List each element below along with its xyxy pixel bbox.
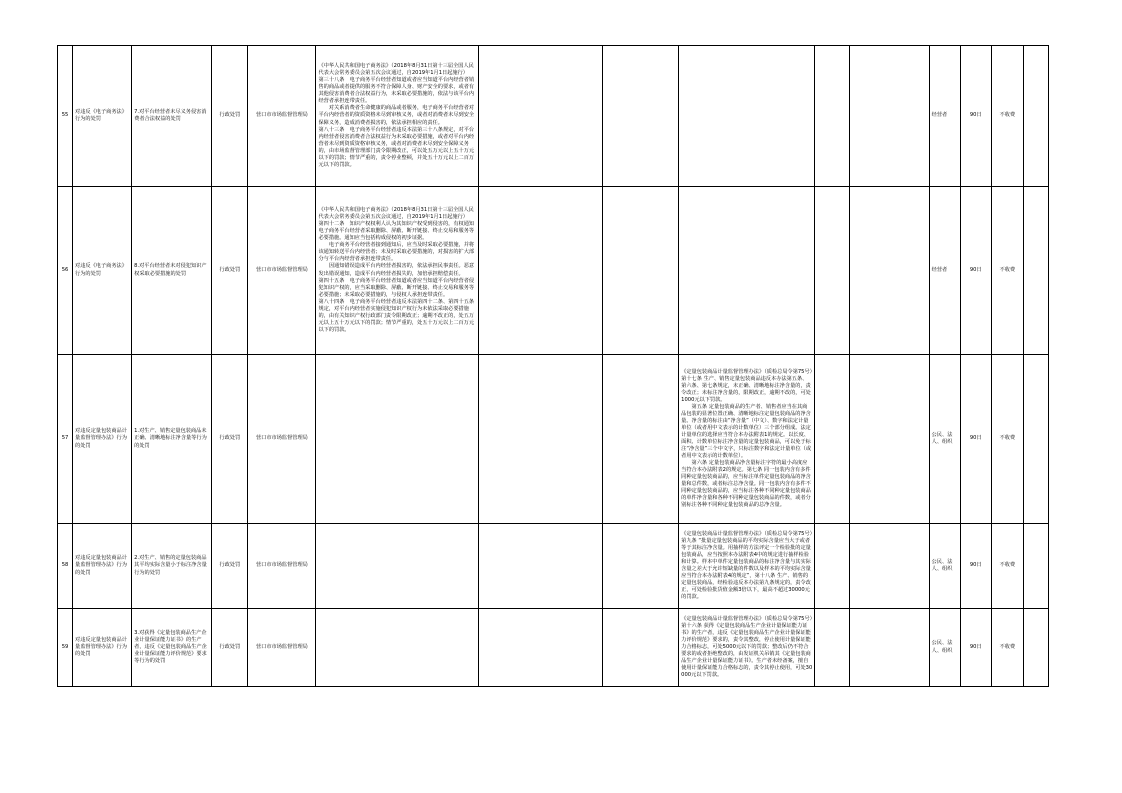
table-row — [58, 524, 1049, 609]
empty-cell — [478, 46, 602, 187]
table-row — [58, 187, 1049, 355]
empty-cell — [849, 187, 929, 355]
empty-cell — [1023, 187, 1048, 355]
sub-item-name: 8.对平台经营者未对侵犯知识产权采取必要措施的处罚 — [132, 187, 212, 355]
empty-cell — [478, 524, 602, 609]
empty-cell — [1023, 46, 1048, 187]
legal-basis-measurement — [679, 46, 815, 187]
enforcement-agency: 营口市市场监督管理局 — [248, 46, 316, 187]
subject: 公民、法人、组织 — [929, 524, 960, 609]
item-name: 对违反《电子商务法》行为的处罚 — [73, 187, 132, 355]
table-row — [58, 46, 1049, 187]
enforcement-agency: 营口市市场监督管理局 — [248, 609, 316, 687]
empty-cell — [815, 46, 849, 187]
empty-cell — [1023, 524, 1048, 609]
legal-basis-measurement: 《定量包装商品计量监督管理办法》（质检总局令第75号）第十七条 生产、销售定量包装商品违反本办法第五条、第六条、第七条规定，未正确、清晰地标注净含量的，责令改正；未标注净含量的，限期改正，逾期不改的，可处1000元以下罚款。 第五条 定量包装商品的生产者、销售者应当在其商品包装的显著位置正确、清晰地标注定量包装商品的净含量。净含量的标注由“净含量”（中文）、数字和法定计量单位（或者用中文表示的计数单位）三个部分组成。法定计量单位的选择应当符合本办法附表1的规定。以长度、面积、计数单位标注净含量的定量包装商品，可以免于标注“净含量”三个中文字，只标注数字和法定计量单位（或者用中文表示的计数单位）。 第六条 定量包装商品净含量标注字符的最小高度应当符合本办法附表2的规定。第七条 同一包装内含有多件同种定量包装商品的，应当标注单件定量包装商品的净含量和总件数，或者标注总净含量。同一包装内含有多件不同种定量包装商品的，应当标注各种不同种定量包装商品的单件净含量和各种不同种定量包装商品的件数，或者分别标注各种不同种定量包装商品的总净含量。 — [679, 355, 815, 524]
time-limit: 90日 — [960, 355, 991, 524]
fee: 不收费 — [991, 609, 1023, 687]
table-row — [58, 355, 1049, 524]
empty-cell — [603, 609, 679, 687]
legal-basis: 《中华人民共和国电子商务法》（2018年8月31日第十三届全国人民代表大会常务委员会第五次会议通过，自2019年1月1日起施行） 第四十二条 知识产权权利人认为其知识产权受到侵害的，有权通知电子商务平台经营者采取删除、屏蔽、断开链接、终止交易和服务等必要措施。通知应当包括构成侵权的初步证据。 电子商务平台经营者接到通知后，应当及时采取必要措施，并将该通知转送平台内经营者；未及时采取必要措施的，对损害的扩大部分与平台内经营者承担连带责任。 因通知错误造成平台内经营者损害的，依法承担民事责任。恶意发出错误通知，造成平台内经营者损失的，加倍承担赔偿责任。 第四十五条 电子商务平台经营者知道或者应当知道平台内经营者侵犯知识产权的，应当采取删除、屏蔽、断开链接、终止交易和服务等必要措施；未采取必要措施的，与侵权人承担连带责任。 第八十四条 电子商务平台经营者违反本法第四十二条、第四十五条规定，对平台内经营者实施侵犯知识产权行为未依法采取必要措施的，由有关知识产权行政部门责令限期改正；逾期不改正的，处五万元以上五十万元以下的罚款；情节严重的，处五十万元以上二百万元以下的罚款。 — [316, 187, 478, 355]
fee: 不收费 — [991, 46, 1023, 187]
empty-cell — [1023, 355, 1048, 524]
legal-basis — [316, 609, 478, 687]
subject: 公民、法人、组织 — [929, 609, 960, 687]
item-name: 对违反定量包装商品计量监督管理办法》行为的处罚 — [73, 609, 132, 687]
empty-cell — [815, 355, 849, 524]
time-limit: 90日 — [960, 609, 991, 687]
fee: 不收费 — [991, 524, 1023, 609]
subject: 经营者 — [929, 46, 960, 187]
time-limit: 90日 — [960, 46, 991, 187]
penalty-table — [57, 45, 1049, 687]
subject: 经营者 — [929, 187, 960, 355]
legal-basis-measurement — [679, 187, 815, 355]
empty-cell — [849, 609, 929, 687]
time-limit: 90日 — [960, 524, 991, 609]
empty-cell — [603, 46, 679, 187]
fee: 不收费 — [991, 355, 1023, 524]
item-name: 对违反定量包装商品计量监督管理办法》行为的处罚 — [73, 355, 132, 524]
item-name: 对违反《电子商务法》行为的处罚 — [73, 46, 132, 187]
legal-basis-measurement: 《定量包装商品计量监督管理办法》（质检总局令第75号）第九条 “批量定量包装商品的平均实际含量应当大于或者等于其标注净含量。用抽样的方法评定一个检验批的定量包装商品，应当按照本办法附表4中的规定进行抽样检验和计算。样本中单件定量包装商品的标注净含量与其实际含量之差大于允许短缺量的件数以及样本的平均实际含量应当符合本办法附表4的规定”，第十八条 生产、销售的定量包装商品，经检验违反本办法第九条规定的，责令改正，可处检验批货值金额3倍以下，最高不超过30000元的罚款。 — [679, 524, 815, 609]
row-number: 58 — [58, 524, 73, 609]
empty-cell — [815, 524, 849, 609]
empty-cell — [815, 187, 849, 355]
category: 行政处罚 — [212, 46, 248, 187]
empty-cell — [849, 524, 929, 609]
item-name: 对违反定量包装商品计量监督管理办法》行为的处罚 — [73, 524, 132, 609]
sub-item-name: 1.对生产、销售定量包装商品未正确、清晰地标注净含量等行为的处罚 — [132, 355, 212, 524]
enforcement-agency: 营口市市场监督管理局 — [248, 355, 316, 524]
sub-item-name: 3.对获得《定量包装商品生产企业计量保证能力证书》的生产者，违反《定量包装商品生产企业计量保证能力评价规范》要求等行为的处罚 — [132, 609, 212, 687]
legal-basis-measurement: 《定量包装商品计量监督管理办法》（质检总局令第75号）第十六条 获得《定量包装商品生产企业计量保证能力证书》的生产者，违反《定量包装商品生产企业计量保证能力评价规范》要求的，责令其整改，停止使用计量保证能力合格标志，可处5000元以下的罚款；整改后仍不符合要求的或者拒绝整改的，由发证机关吊销其《定量包装商品生产企业计量保证能力证书》。生产者未经备案，擅自使用计量保证能力合格标志的，责令其停止使用，可处30000元以下罚款。 — [679, 609, 815, 687]
empty-cell — [478, 609, 602, 687]
table-row — [58, 609, 1049, 687]
empty-cell — [849, 355, 929, 524]
empty-cell — [603, 187, 679, 355]
empty-cell — [603, 524, 679, 609]
sub-item-name: 2.对生产、销售的定量包装商品其平均实际含量小于标注净含量行为的处罚 — [132, 524, 212, 609]
enforcement-agency: 营口市市场监督管理局 — [248, 524, 316, 609]
category: 行政处罚 — [212, 524, 248, 609]
row-number: 59 — [58, 609, 73, 687]
legal-basis — [316, 355, 478, 524]
category: 行政处罚 — [212, 355, 248, 524]
enforcement-agency: 营口市市场监督管理局 — [248, 187, 316, 355]
empty-cell — [478, 355, 602, 524]
empty-cell — [815, 609, 849, 687]
empty-cell — [603, 355, 679, 524]
row-number: 56 — [58, 187, 73, 355]
sub-item-name: 7.对平台经营者未尽义务侵害消费者合法权益的处罚 — [132, 46, 212, 187]
empty-cell — [849, 46, 929, 187]
row-number: 57 — [58, 355, 73, 524]
legal-basis — [316, 524, 478, 609]
legal-basis: 《中华人民共和国电子商务法》（2018年8月31日第十三届全国人民代表大会常务委员会第五次会议通过，自2019年1月1日起施行） 第三十八条 电子商务平台经营者知道或者应当知道平台内经营者销售的商品或者提供的服务不符合保障人身、财产安全的要求，或者有其他侵害消费者合法权益行为，未采取必要措施的，依法与该平台内经营者承担连带责任。 对关系消费者生命健康的商品或者服务，电子商务平台经营者对平台内经营者的资质资格未尽到审核义务，或者对消费者未尽到安全保障义务，造成消费者损害的，依法承担相应的责任。 第八十三条 电子商务平台经营者违反本法第三十八条规定，对平台内经营者侵害消费者合法权益行为未采取必要措施，或者对平台内经营者未尽到资质资格审核义务，或者对消费者未尽到安全保障义务的，由市场监督管理部门责令限期改正，可以处五万元以上五十万元以下的罚款；情节严重的，责令停业整顿，并处五十万元以上二百万元以下的罚款。 — [316, 46, 478, 187]
category: 行政处罚 — [212, 609, 248, 687]
empty-cell — [478, 187, 602, 355]
category: 行政处罚 — [212, 187, 248, 355]
time-limit: 90日 — [960, 187, 991, 355]
empty-cell — [1023, 609, 1048, 687]
fee: 不收费 — [991, 187, 1023, 355]
row-number: 55 — [58, 46, 73, 187]
subject: 公民、法人、组织 — [929, 355, 960, 524]
